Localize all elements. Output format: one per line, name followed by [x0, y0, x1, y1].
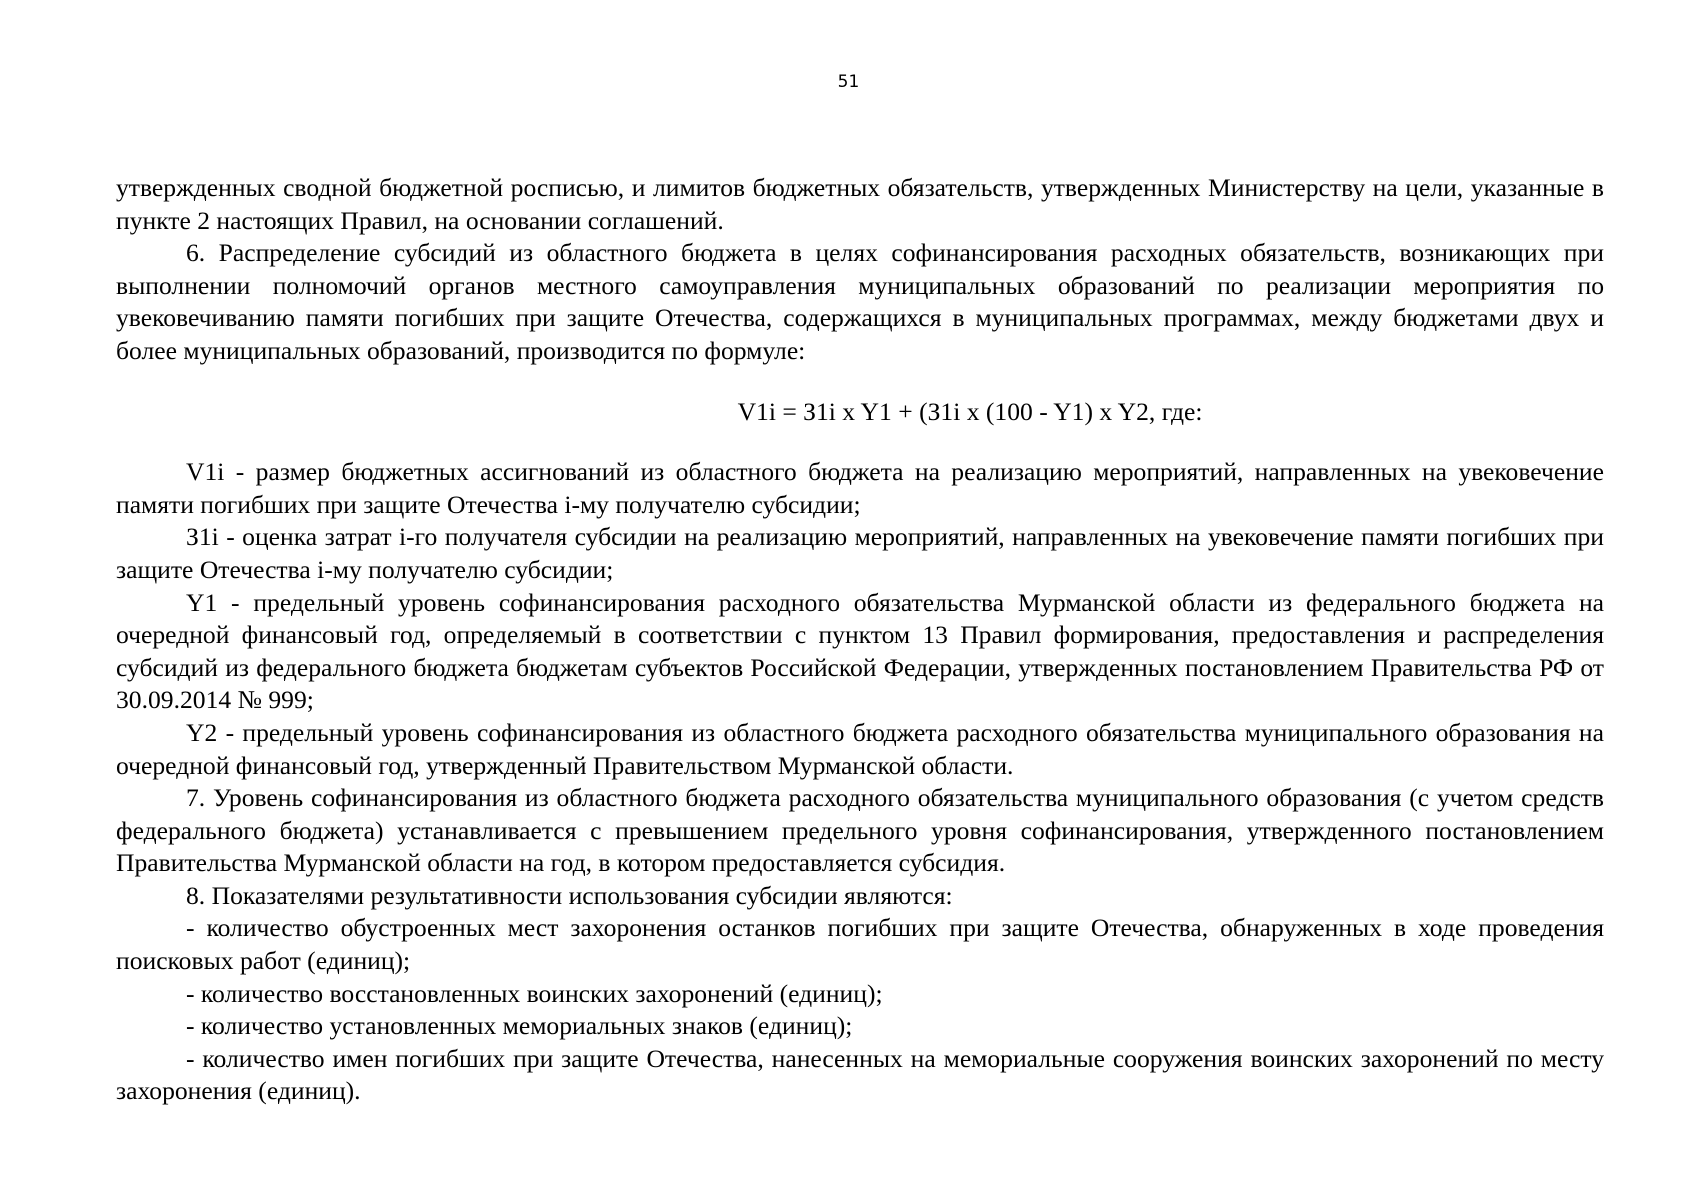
definition-y1: Y1 - предельный уровень софинансирования расходного обязательства Мурманской области из федерального бюджета на очередной финансовый год, определяемый в соответствии с пунктом 13 Правил формирования, предоставления и распределения субсидий из федерального бюджета бюджетам субъектов Российской Федерации, утвержденных постановлением Правительства РФ от 30.09.2014 № 999;: [116, 587, 1604, 715]
paragraph-8: 8. Показателями результативности использования субсидии являются:: [186, 880, 953, 910]
formula: V1i = З1i x Y1 + (З1i x (100 - Y1) x Y2, где:: [737, 396, 1203, 426]
paragraph-continuation: утвержденных сводной бюджетной росписью, и лимитов бюджетных обязательств, утвержденных Министерству на цели, указанные в пункте 2 настоящих Правил, на основании соглашений.: [116, 173, 1604, 235]
document-body: [116, 172, 1604, 1108]
paragraph-7: 7. Уровень софинансирования из областного бюджета расходного обязательства муниципального образования (с учетом средств федерального бюджета) устанавливается с превышением предельного уровня софинансирования, утвержденного постановлением Правительства Мурманской области на год, в котором предоставляется субсидия.: [116, 783, 1604, 878]
indicator-item-3: - количество установленных мемориальных знаков (единиц);: [186, 1011, 853, 1041]
definition-y2: Y2 - предельный уровень софинансирования из областного бюджета расходного обязательства муниципального образования на очередной финансовый год, утвержденный Правительством Мурманской области.: [116, 717, 1604, 780]
paragraph-6: 6. Распределение субсидий из областного бюджета в целях софинансирования расходных обязательств, возникающих при выполнении полномочий органов местного самоуправления муниципальных образований по реализации мероприятия по увековечиванию памяти погибших при защите Отечества, содержащихся в муниципальных программах, между бюджетами двух и более муниципальных образований, производится по формуле:: [116, 238, 1604, 365]
page-number: 51: [837, 72, 860, 92]
definition-z1i: З1i - оценка затрат i-го получателя субсидии на реализацию мероприятий, направленных на увековечение памяти погибших при защите Отечества i-му получателю субсидии;: [116, 522, 1604, 584]
indicator-item-1: - количество обустроенных мест захоронения останков погибших при защите Отечества, обнаруженных в ходе проведения поисковых работ (единиц);: [116, 913, 1604, 976]
indicator-item-4: - количество имен погибших при защите Отечества, нанесенных на мемориальные сооружения воинских захоронений по месту захоронения (единиц).: [116, 1043, 1604, 1106]
definition-v1i: V1i - размер бюджетных ассигнований из областного бюджета на реализацию мероприятий, направленных на увековечение памяти погибших при защите Отечества i-му получателю субсидии;: [116, 457, 1604, 519]
indicator-item-2: - количество восстановленных воинских захоронений (единиц);: [186, 978, 883, 1008]
